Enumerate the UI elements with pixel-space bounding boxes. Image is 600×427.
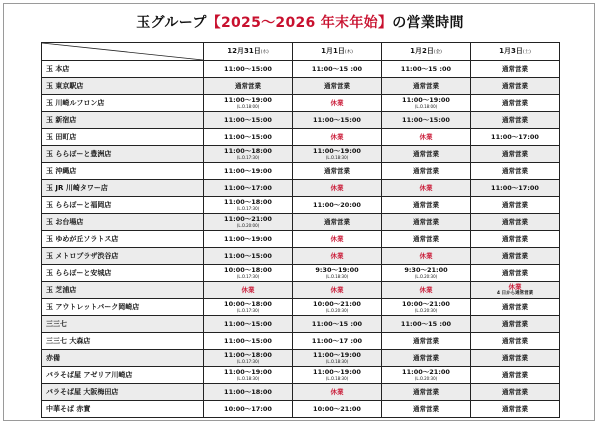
store-name: 玉 芝浦店 xyxy=(42,282,204,299)
store-name: 玉 川崎ルフロン店 xyxy=(42,95,204,112)
hours-cell xyxy=(204,61,293,78)
regular-hours-label: 通常営業 xyxy=(502,268,528,277)
table-row xyxy=(42,95,560,112)
hours-cell xyxy=(293,350,382,367)
table-row xyxy=(42,78,560,95)
hours-cell xyxy=(382,316,471,333)
hours-cell xyxy=(471,112,560,129)
hours-cell xyxy=(471,282,560,299)
hours-cell xyxy=(471,78,560,95)
hours-cell xyxy=(382,180,471,197)
last-order-text: (L.O.18:30) xyxy=(236,375,260,381)
regular-hours-label: 通常営業 xyxy=(502,234,528,243)
hours-cell xyxy=(293,112,382,129)
closed-label: 休業 xyxy=(330,98,344,107)
regular-hours-label: 通常営業 xyxy=(502,115,528,124)
hours-cell xyxy=(382,299,471,316)
regular-hours-label: 通常営業 xyxy=(502,251,528,260)
hours-text: 9:30～19:00 xyxy=(315,266,359,275)
hours-text: 11:00～19:00 xyxy=(402,96,450,105)
regular-hours-label: 通常営業 xyxy=(502,370,528,379)
hours-cell xyxy=(382,197,471,214)
hours-cell xyxy=(204,316,293,333)
hours-cell xyxy=(382,61,471,78)
last-order-text: (L.O.17:30) xyxy=(236,273,260,279)
table-row xyxy=(42,163,560,180)
hours-cell xyxy=(382,163,471,180)
hours-cell xyxy=(382,129,471,146)
hours-cell xyxy=(293,248,382,265)
regular-hours-label: 通常営業 xyxy=(413,81,439,90)
table-row xyxy=(42,112,560,129)
store-name: 玉 アウトレットパーク岡崎店 xyxy=(42,299,204,316)
hours-cell xyxy=(382,350,471,367)
hours-text: 11:00～18:00 xyxy=(224,147,272,156)
regular-hours-label: 通常営業 xyxy=(413,200,439,209)
diagonal-line-icon xyxy=(42,43,203,60)
hours-cell xyxy=(293,61,382,78)
table-row xyxy=(42,265,560,282)
hours-text: 11:00～15 :00 xyxy=(400,319,452,328)
store-name: 玉 沖縄店 xyxy=(42,163,204,180)
hours-cell xyxy=(471,333,560,350)
store-name: 玉 東京駅店 xyxy=(42,78,204,95)
hours-text: 11:00～17:00 xyxy=(491,132,539,141)
table-row xyxy=(42,282,560,299)
hours-cell xyxy=(471,180,560,197)
hours-text: 11:00～18:00 xyxy=(224,387,272,396)
hours-cell xyxy=(293,333,382,350)
regular-hours-label: 通常営業 xyxy=(413,387,439,396)
hours-cell xyxy=(382,78,471,95)
regular-hours-label: 通常営業 xyxy=(502,98,528,107)
hours-cell xyxy=(471,265,560,282)
hours-cell xyxy=(471,384,560,401)
last-order-text: (L.O.17:30) xyxy=(236,205,260,211)
hours-cell xyxy=(471,316,560,333)
hours-text: 10:00～17:00 xyxy=(224,404,272,413)
hours-text: 11:00～18:00 xyxy=(224,351,272,360)
hours-cell xyxy=(293,180,382,197)
regular-hours-label: 通常営業 xyxy=(502,166,528,175)
closed-label: 休業 xyxy=(419,132,433,141)
hours-cell xyxy=(471,299,560,316)
table-row xyxy=(42,248,560,265)
regular-hours-label: 通常営業 xyxy=(413,149,439,158)
closed-label: 休業 xyxy=(419,183,433,192)
regular-hours-label: 通常営業 xyxy=(502,336,528,345)
table-row xyxy=(42,180,560,197)
hours-text: 11:00～19:00 xyxy=(313,147,361,156)
regular-hours-label: 通常営業 xyxy=(502,353,528,362)
hours-cell xyxy=(204,112,293,129)
regular-hours-label: 通常営業 xyxy=(502,200,528,209)
table-row xyxy=(42,384,560,401)
store-name: 玉 お台場店 xyxy=(42,214,204,231)
hours-cell xyxy=(382,401,471,418)
hours-text: 11:00～19:00 xyxy=(313,368,361,377)
column-header-jan3: 1月3日(土) xyxy=(471,43,560,61)
hours-text: 10:00～21:00 xyxy=(402,300,450,309)
hours-cell xyxy=(382,333,471,350)
regular-hours-label: 通常営業 xyxy=(324,217,350,226)
hours-cell xyxy=(204,248,293,265)
regular-hours-label: 通常営業 xyxy=(502,217,528,226)
store-name: 玉 ゆめが丘ソラトス店 xyxy=(42,231,204,248)
hours-text: 11:00～20:00 xyxy=(313,200,361,209)
hours-text: 11:00～17:00 xyxy=(491,183,539,192)
hours-cell xyxy=(204,197,293,214)
hours-cell xyxy=(471,95,560,112)
column-header-jan1: 1月1日(木) xyxy=(293,43,382,61)
store-name: 玉 ららぽーと福岡店 xyxy=(42,197,204,214)
hours-text: 10:00～21:00 xyxy=(313,300,361,309)
regular-hours-label: 通常営業 xyxy=(502,387,528,396)
header-row xyxy=(42,43,560,61)
last-order-text: (L.O.18:30) xyxy=(325,375,349,381)
hours-cell xyxy=(382,231,471,248)
table-row xyxy=(42,231,560,248)
hours-cell xyxy=(471,231,560,248)
table-row xyxy=(42,214,560,231)
business-hours-table xyxy=(41,42,560,418)
hours-cell xyxy=(293,95,382,112)
hours-text: 11:00～21:00 xyxy=(224,215,272,224)
hours-cell xyxy=(471,61,560,78)
regular-hours-label: 通常営業 xyxy=(502,302,528,311)
closed-label: 休業 xyxy=(330,132,344,141)
hours-text: 11:00～18:00 xyxy=(224,198,272,207)
regular-hours-label: 通常営業 xyxy=(413,353,439,362)
hours-text: 11:00～19:00 xyxy=(224,166,272,175)
table-row xyxy=(42,333,560,350)
last-order-text: (L.O.20:30) xyxy=(414,375,438,381)
hours-cell xyxy=(204,129,293,146)
hours-cell xyxy=(293,299,382,316)
store-name: 中華そば 赤實 xyxy=(42,401,204,418)
hours-text: 10:00～21:00 xyxy=(313,404,361,413)
hours-cell xyxy=(293,78,382,95)
hours-cell xyxy=(293,282,382,299)
hours-text: 11:00～19:00 xyxy=(224,368,272,377)
hours-cell xyxy=(471,214,560,231)
hours-text: 10:00～18:00 xyxy=(224,300,272,309)
hours-cell xyxy=(204,265,293,282)
closed-label: 休業 xyxy=(330,183,344,192)
hours-cell xyxy=(382,367,471,384)
hours-cell xyxy=(471,129,560,146)
title-period: 【2025～2026 年末年始】 xyxy=(206,15,393,31)
hours-text: 11:00～17 :00 xyxy=(311,336,363,345)
column-header-jan2: 1月2日(金) xyxy=(382,43,471,61)
regular-hours-label: 通常営業 xyxy=(413,404,439,413)
last-order-text: (L.O.20:30) xyxy=(325,307,349,313)
hours-text: 11:00～19:00 xyxy=(313,351,361,360)
hours-cell xyxy=(204,333,293,350)
store-name: 玉 田町店 xyxy=(42,129,204,146)
table-row xyxy=(42,129,560,146)
hours-cell xyxy=(293,316,382,333)
hours-cell xyxy=(382,265,471,282)
hours-cell xyxy=(204,78,293,95)
hours-cell xyxy=(382,146,471,163)
last-order-text: (L.O.18:00) xyxy=(236,103,260,109)
hours-cell xyxy=(293,146,382,163)
closed-label: 休業 xyxy=(330,285,344,294)
hours-cell xyxy=(204,350,293,367)
hours-text: 11:00～15:00 xyxy=(224,64,272,73)
hours-cell xyxy=(471,367,560,384)
closed-label: 休業 xyxy=(508,283,522,291)
hours-cell xyxy=(471,350,560,367)
store-name: 玉 JR 川崎タワー店 xyxy=(42,180,204,197)
hours-cell xyxy=(204,401,293,418)
store-name: 赤備 xyxy=(42,350,204,367)
last-order-text: (L.O.20:30) xyxy=(414,307,438,313)
hours-text: 11:00～21:00 xyxy=(402,368,450,377)
hours-cell xyxy=(471,401,560,418)
hours-cell xyxy=(204,146,293,163)
hours-cell xyxy=(293,367,382,384)
hours-cell xyxy=(204,214,293,231)
regular-hours-label: 通常営業 xyxy=(502,404,528,413)
table-row xyxy=(42,146,560,163)
store-name: 玉 メトロプラザ渋谷店 xyxy=(42,248,204,265)
store-name: 玉 本店 xyxy=(42,61,204,78)
regular-hours-label: 通常営業 xyxy=(324,81,350,90)
hours-cell xyxy=(471,248,560,265)
hours-text: 10:00～18:00 xyxy=(224,266,272,275)
last-order-text: (L.O.18:30) xyxy=(325,273,349,279)
hours-cell xyxy=(471,146,560,163)
regular-hours-label: 通常営業 xyxy=(413,217,439,226)
closed-label: 休業 xyxy=(330,251,344,260)
hours-text: 11:00～15:00 xyxy=(402,115,450,124)
hours-cell xyxy=(293,384,382,401)
hours-text: 11:00～15 :00 xyxy=(311,319,363,328)
hours-cell xyxy=(293,265,382,282)
hours-cell xyxy=(293,214,382,231)
regular-hours-label: 通常営業 xyxy=(502,81,528,90)
hours-text: 11:00～17:00 xyxy=(224,183,272,192)
hours-cell xyxy=(382,384,471,401)
hours-cell xyxy=(204,231,293,248)
hours-cell xyxy=(204,384,293,401)
table-row xyxy=(42,61,560,78)
store-name: 三三七 xyxy=(42,316,204,333)
hours-cell xyxy=(204,282,293,299)
table-row xyxy=(42,350,560,367)
hours-cell xyxy=(293,231,382,248)
hours-text: 11:00～15 :00 xyxy=(400,64,452,73)
title-suffix: の営業時間 xyxy=(392,15,464,31)
last-order-text: (L.O.20:30) xyxy=(414,273,438,279)
hours-cell xyxy=(293,163,382,180)
table-row xyxy=(42,299,560,316)
last-order-text: (L.O.20:00) xyxy=(236,222,260,228)
store-name: 三三七 大森店 xyxy=(42,333,204,350)
hours-text: 11:00～19:00 xyxy=(224,234,272,243)
hours-cell xyxy=(293,197,382,214)
hours-text: 11:00～15:00 xyxy=(224,251,272,260)
hours-cell xyxy=(382,95,471,112)
store-name: 玉 新宿店 xyxy=(42,112,204,129)
last-order-text: (L.O.17:30) xyxy=(236,358,260,364)
last-order-text: (L.O.18:00) xyxy=(414,103,438,109)
hours-text: 11:00～15:00 xyxy=(224,115,272,124)
reopen-note: 4 日から通常営業 xyxy=(496,290,534,296)
hours-cell xyxy=(204,163,293,180)
regular-hours-label: 通常営業 xyxy=(235,81,261,90)
store-name: バラそば屋 大阪梅田店 xyxy=(42,384,204,401)
closed-label: 休業 xyxy=(241,285,255,294)
closed-label: 休業 xyxy=(419,285,433,294)
hours-cell xyxy=(204,95,293,112)
last-order-text: (L.O.17:30) xyxy=(236,307,260,313)
closed-label: 休業 xyxy=(330,234,344,243)
regular-hours-label: 通常営業 xyxy=(413,234,439,243)
regular-hours-label: 通常営業 xyxy=(502,319,528,328)
last-order-text: (L.O.17:30) xyxy=(236,154,260,160)
corner-header-cell xyxy=(42,43,204,61)
hours-text: 11:00～19:00 xyxy=(224,96,272,105)
table-row xyxy=(42,367,560,384)
hours-cell xyxy=(293,401,382,418)
regular-hours-label: 通常営業 xyxy=(324,166,350,175)
table-row xyxy=(42,401,560,418)
hours-cell xyxy=(382,248,471,265)
hours-cell xyxy=(382,214,471,231)
closed-label: 休業 xyxy=(419,251,433,260)
column-header-dec31: 12月31日(水) xyxy=(204,43,293,61)
regular-hours-label: 通常営業 xyxy=(413,336,439,345)
last-order-text: (L.O.18:30) xyxy=(325,154,349,160)
closed-label: 休業 xyxy=(330,387,344,396)
hours-cell xyxy=(204,367,293,384)
hours-cell xyxy=(382,282,471,299)
hours-text: 11:00～15 :00 xyxy=(311,64,363,73)
hours-text: 11:00～15:00 xyxy=(313,115,361,124)
hours-cell xyxy=(204,180,293,197)
store-name: バラそば屋 アゼリア川崎店 xyxy=(42,367,204,384)
last-order-text: (L.O.18:30) xyxy=(325,358,349,364)
hours-cell xyxy=(382,112,471,129)
table-row xyxy=(42,197,560,214)
title-prefix: 玉グループ xyxy=(136,15,207,31)
hours-text: 11:00～15:00 xyxy=(224,319,272,328)
hours-text: 9:30～21:00 xyxy=(404,266,448,275)
hours-cell xyxy=(293,129,382,146)
regular-hours-label: 通常営業 xyxy=(502,64,528,73)
hours-cell xyxy=(204,299,293,316)
hours-cell xyxy=(471,197,560,214)
regular-hours-label: 通常営業 xyxy=(413,166,439,175)
table-body xyxy=(42,61,560,418)
hours-text: 11:00～15:00 xyxy=(224,132,272,141)
table-row xyxy=(42,316,560,333)
page-title xyxy=(0,12,600,32)
hours-text: 11:00～15:00 xyxy=(224,336,272,345)
hours-cell xyxy=(471,163,560,180)
regular-hours-label: 通常営業 xyxy=(502,149,528,158)
store-name: 玉 ららぽーと豊洲店 xyxy=(42,146,204,163)
store-name: 玉 ららぽーと安城店 xyxy=(42,265,204,282)
